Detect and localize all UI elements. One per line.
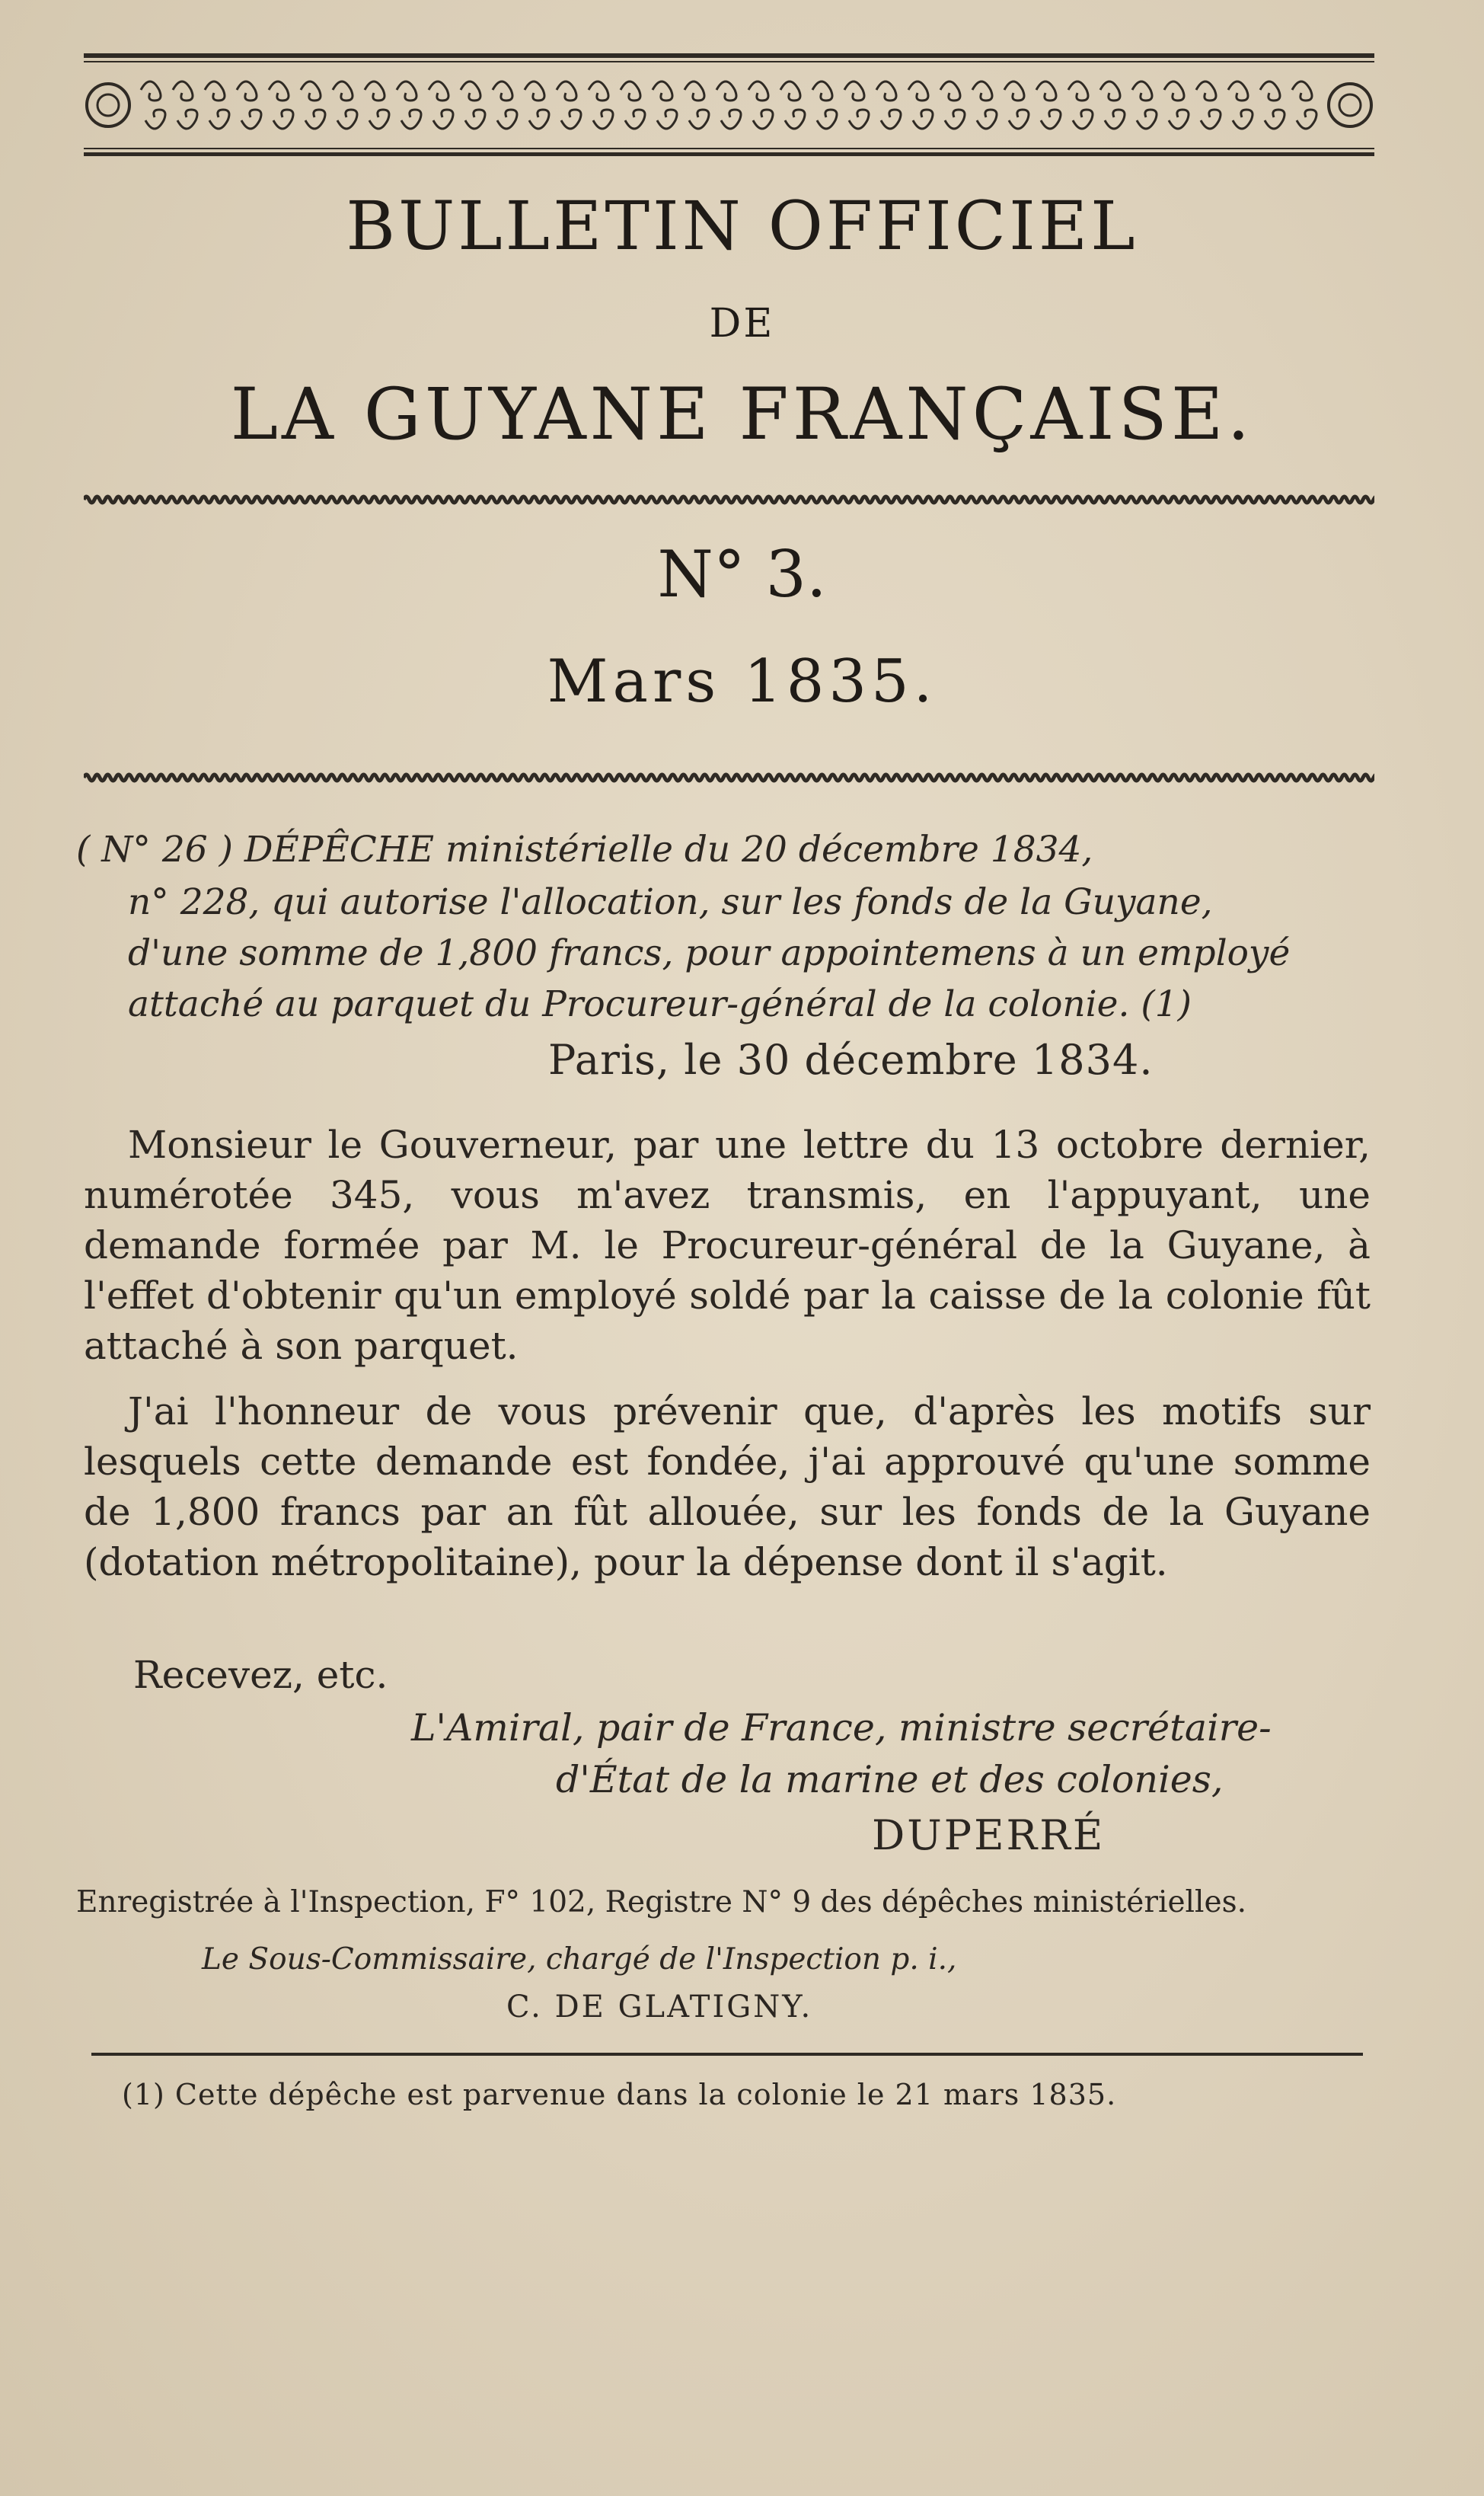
footnote: (1) Cette dépêche est parvenue dans la colonie le 21 mars 1835. <box>122 2078 1117 2111</box>
body-paragraph <box>84 1386 1371 1587</box>
dispatch-heading-line: n° 228, qui autorise l'allocation, sur les fonds de la Guyane, <box>128 881 1213 923</box>
wavy-divider-top <box>84 491 1374 508</box>
issue-date: Mars 1835. <box>547 647 937 716</box>
wavy-divider-bottom <box>84 769 1374 786</box>
ornamental-header-band <box>84 53 1374 156</box>
closing-formula: Recevez, etc. <box>133 1653 388 1697</box>
registration-line: Enregistrée à l'Inspection, F° 102, Registre N° 9 des dépêches ministérielles. <box>76 1885 1246 1919</box>
dateline: Paris, le 30 décembre 1834. <box>548 1036 1154 1084</box>
body-paragraph-text: Monsieur le Gouverneur, par une lettre du 13 octobre dernier, numérotée 345, vous m'avez transmis, en l'appuyant, une demande formée par M. le Procureur-général de la Guyane, à l'effet d'obtenir qu'un employé soldé par la caisse de la colonie fût attaché à son parquet. <box>84 1123 1371 1368</box>
registration-name: C. DE GLATIGNY. <box>506 1989 813 2025</box>
masthead-de: DE <box>709 301 775 347</box>
footnote-rule <box>91 2053 1363 2056</box>
dispatch-heading-line: d'une somme de 1,800 francs, pour appointemens à un employé <box>128 932 1291 974</box>
issue-number: N° 3. <box>657 537 827 612</box>
body-paragraph-text: J'ai l'honneur de vous prévenir que, d'après les motifs sur lesquels cette demande est fondée, j'ai approuvé qu'une somme de 1,800 francs par an fût allouée, sur les fonds de la Guyane (dotation métropolitaine), pour la dépense dont il s'agit. <box>84 1389 1371 1584</box>
dispatch-heading-line: ( N° 26 ) DÉPÊCHE ministérielle du 20 décembre 1834, <box>76 829 1093 871</box>
signatory-name: DUPERRÉ <box>872 1811 1106 1859</box>
signatory-title-line: d'État de la marine et des colonies, <box>556 1758 1224 1801</box>
ornament-border-icon <box>84 53 1374 156</box>
signatory-title-line: L'Amiral, pair de France, ministre secrétaire- <box>411 1706 1272 1750</box>
masthead-title: BULLETIN OFFICIEL <box>346 187 1138 265</box>
body-paragraph <box>84 1120 1371 1371</box>
registration-officer: Le Sous-Commissaire, chargé de l'Inspection p. i., <box>202 1942 957 1977</box>
masthead-territory: LA GUYANE FRANÇAISE. <box>230 373 1254 456</box>
dispatch-heading-line: attaché au parquet du Procureur-général de la colonie. (1) <box>128 983 1192 1025</box>
